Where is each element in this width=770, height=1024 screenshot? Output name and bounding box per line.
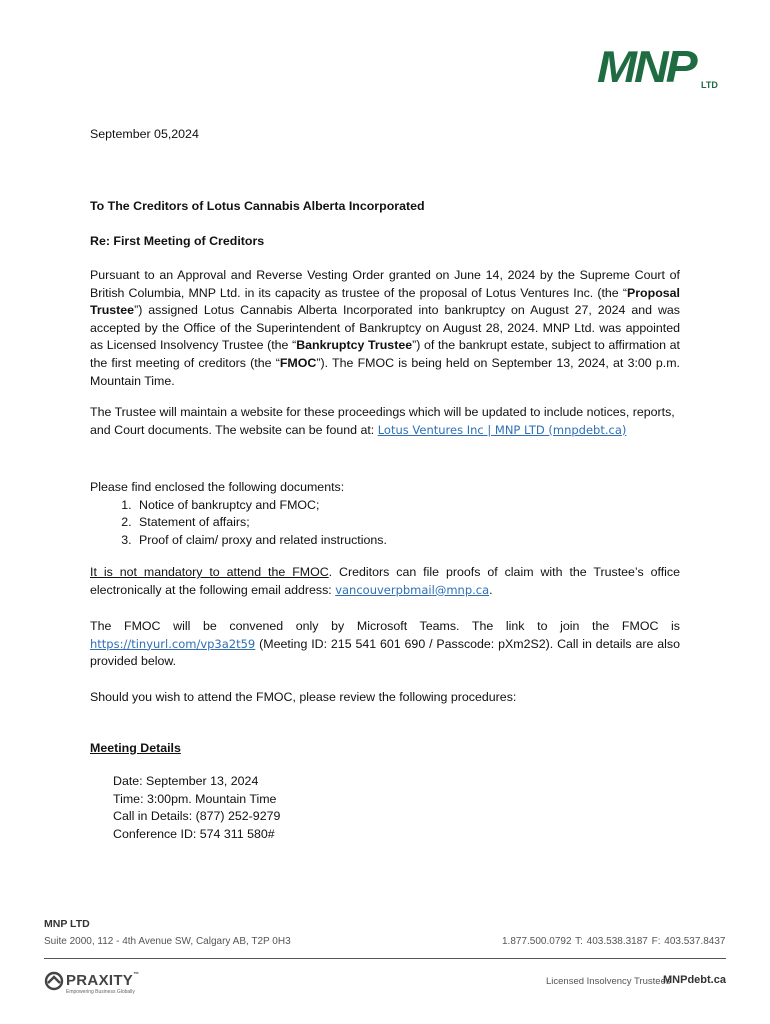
meeting-date: Date: September 13, 2024	[113, 774, 259, 788]
footer-address: Suite 2000, 112 - 4th Avenue SW, Calgary AB, T2P 0H3	[44, 936, 291, 947]
meeting-time: Time: 3:00pm. Mountain Time	[113, 791, 277, 806]
p4-b: .	[489, 582, 493, 597]
praxity-logo	[44, 970, 154, 996]
logo-suffix: LTD	[701, 80, 718, 90]
paragraph-order	[90, 267, 680, 390]
p4-a: . Creditors can file proofs of claim with the Trustee’s office electronically at the following email address:	[90, 565, 680, 597]
meeting-conference-id: Conference ID: 574 311 580#	[113, 826, 275, 841]
praxity-trademark: ™	[133, 972, 140, 978]
p1-c: ”) assigned Lotus Cannabis Alberta Incorporated into bankruptcy on August 27, 2024 and was accepted by the Office of the Superintendent of Bankruptcy on August 28, 2024. MNP Ltd. was appointed as Licensed Insolvency Trustee (the “	[90, 303, 680, 353]
p2-a: The Trustee will maintain a website for these proceedings which will be updated to include notices, reports, and Court documents. The website can be found at:	[90, 405, 675, 437]
p1-bankruptcy-trustee: Bankruptcy Trustee	[296, 338, 413, 353]
website-link[interactable]: Lotus Ventures Inc | MNP LTD (mnpdebt.ca)	[377, 422, 627, 437]
footer-phones: 1.877.500.0792 T: 403.538.3187 F: 403.537.8437	[502, 936, 726, 947]
p4-not-mandatory: It is not mandatory to attend the FMOC	[90, 565, 329, 579]
p1-g: ”). The FMOC is being held on September 13, 2024, at 3:00 p.m. Mountain Time.	[90, 355, 680, 388]
p1-e: ”) of the bankrupt estate, subject to affirmation at the first meeting of creditors (the “	[90, 338, 680, 370]
meeting-details	[113, 773, 280, 843]
list-item: 3. Proof of claim/ proxy and related instructions.	[135, 532, 680, 550]
praxity-name: PRAXITY	[66, 972, 134, 989]
paragraph-teams	[90, 618, 680, 671]
meeting-call-in: Call in Details: (877) 252-9279	[113, 809, 281, 824]
paragraph-enclosures	[90, 479, 680, 549]
enclosures-intro: Please find enclosed the following documents:	[90, 480, 345, 494]
paragraph-procedures: Should you wish to attend the FMOC, please review the following procedures:	[90, 690, 517, 704]
praxity-icon	[44, 971, 64, 991]
paragraph-website	[90, 404, 680, 439]
meeting-details-heading: Meeting Details	[90, 741, 181, 755]
list-item: 1. Notice of bankruptcy and FMOC;	[135, 497, 680, 515]
p5-a: The FMOC will be convened only by Microsoft Teams. The link to join the FMOC is	[90, 619, 680, 633]
footer-divider	[44, 958, 726, 959]
p1-proposal-trustee: Proposal Trustee	[90, 285, 680, 318]
letter-recipient: To The Creditors of Lotus Cannabis Alberta Incorporated	[90, 199, 425, 213]
paragraph-attendance	[90, 564, 680, 599]
praxity-tagline: Empowering Business Globally	[66, 989, 135, 995]
list-item: 2. Statement of affairs;	[135, 514, 680, 532]
footer-site: MNPdebt.ca	[663, 974, 726, 986]
letter-subject: Re: First Meeting of Creditors	[90, 234, 265, 248]
mnp-logo	[597, 44, 727, 94]
p5-b: (Meeting ID: 215 541 601 690 / Passcode: pXm2S2). Call in details are also provided below.	[90, 636, 680, 669]
footer-lit: Licensed Insolvency Trustees	[546, 976, 671, 987]
email-link[interactable]: vancouverpbmail@mnp.ca	[335, 582, 490, 597]
teams-link[interactable]: https://tinyurl.com/vp3a2t59	[90, 636, 256, 651]
p1-a: Pursuant to an Approval and Reverse Vesting Order granted on June 14, 2024 by the Supreme Court of British Columbia, MNP Ltd. in its capacity as trustee of the proposal of Lotus Ventures Inc. (the “	[90, 268, 680, 300]
logo-text: MNP	[597, 43, 695, 92]
p1-fmoc: FMOC	[279, 355, 317, 370]
letter-date: September 05,2024	[90, 127, 199, 141]
footer-company: MNP LTD	[44, 918, 90, 930]
enclosures-list	[90, 497, 680, 550]
